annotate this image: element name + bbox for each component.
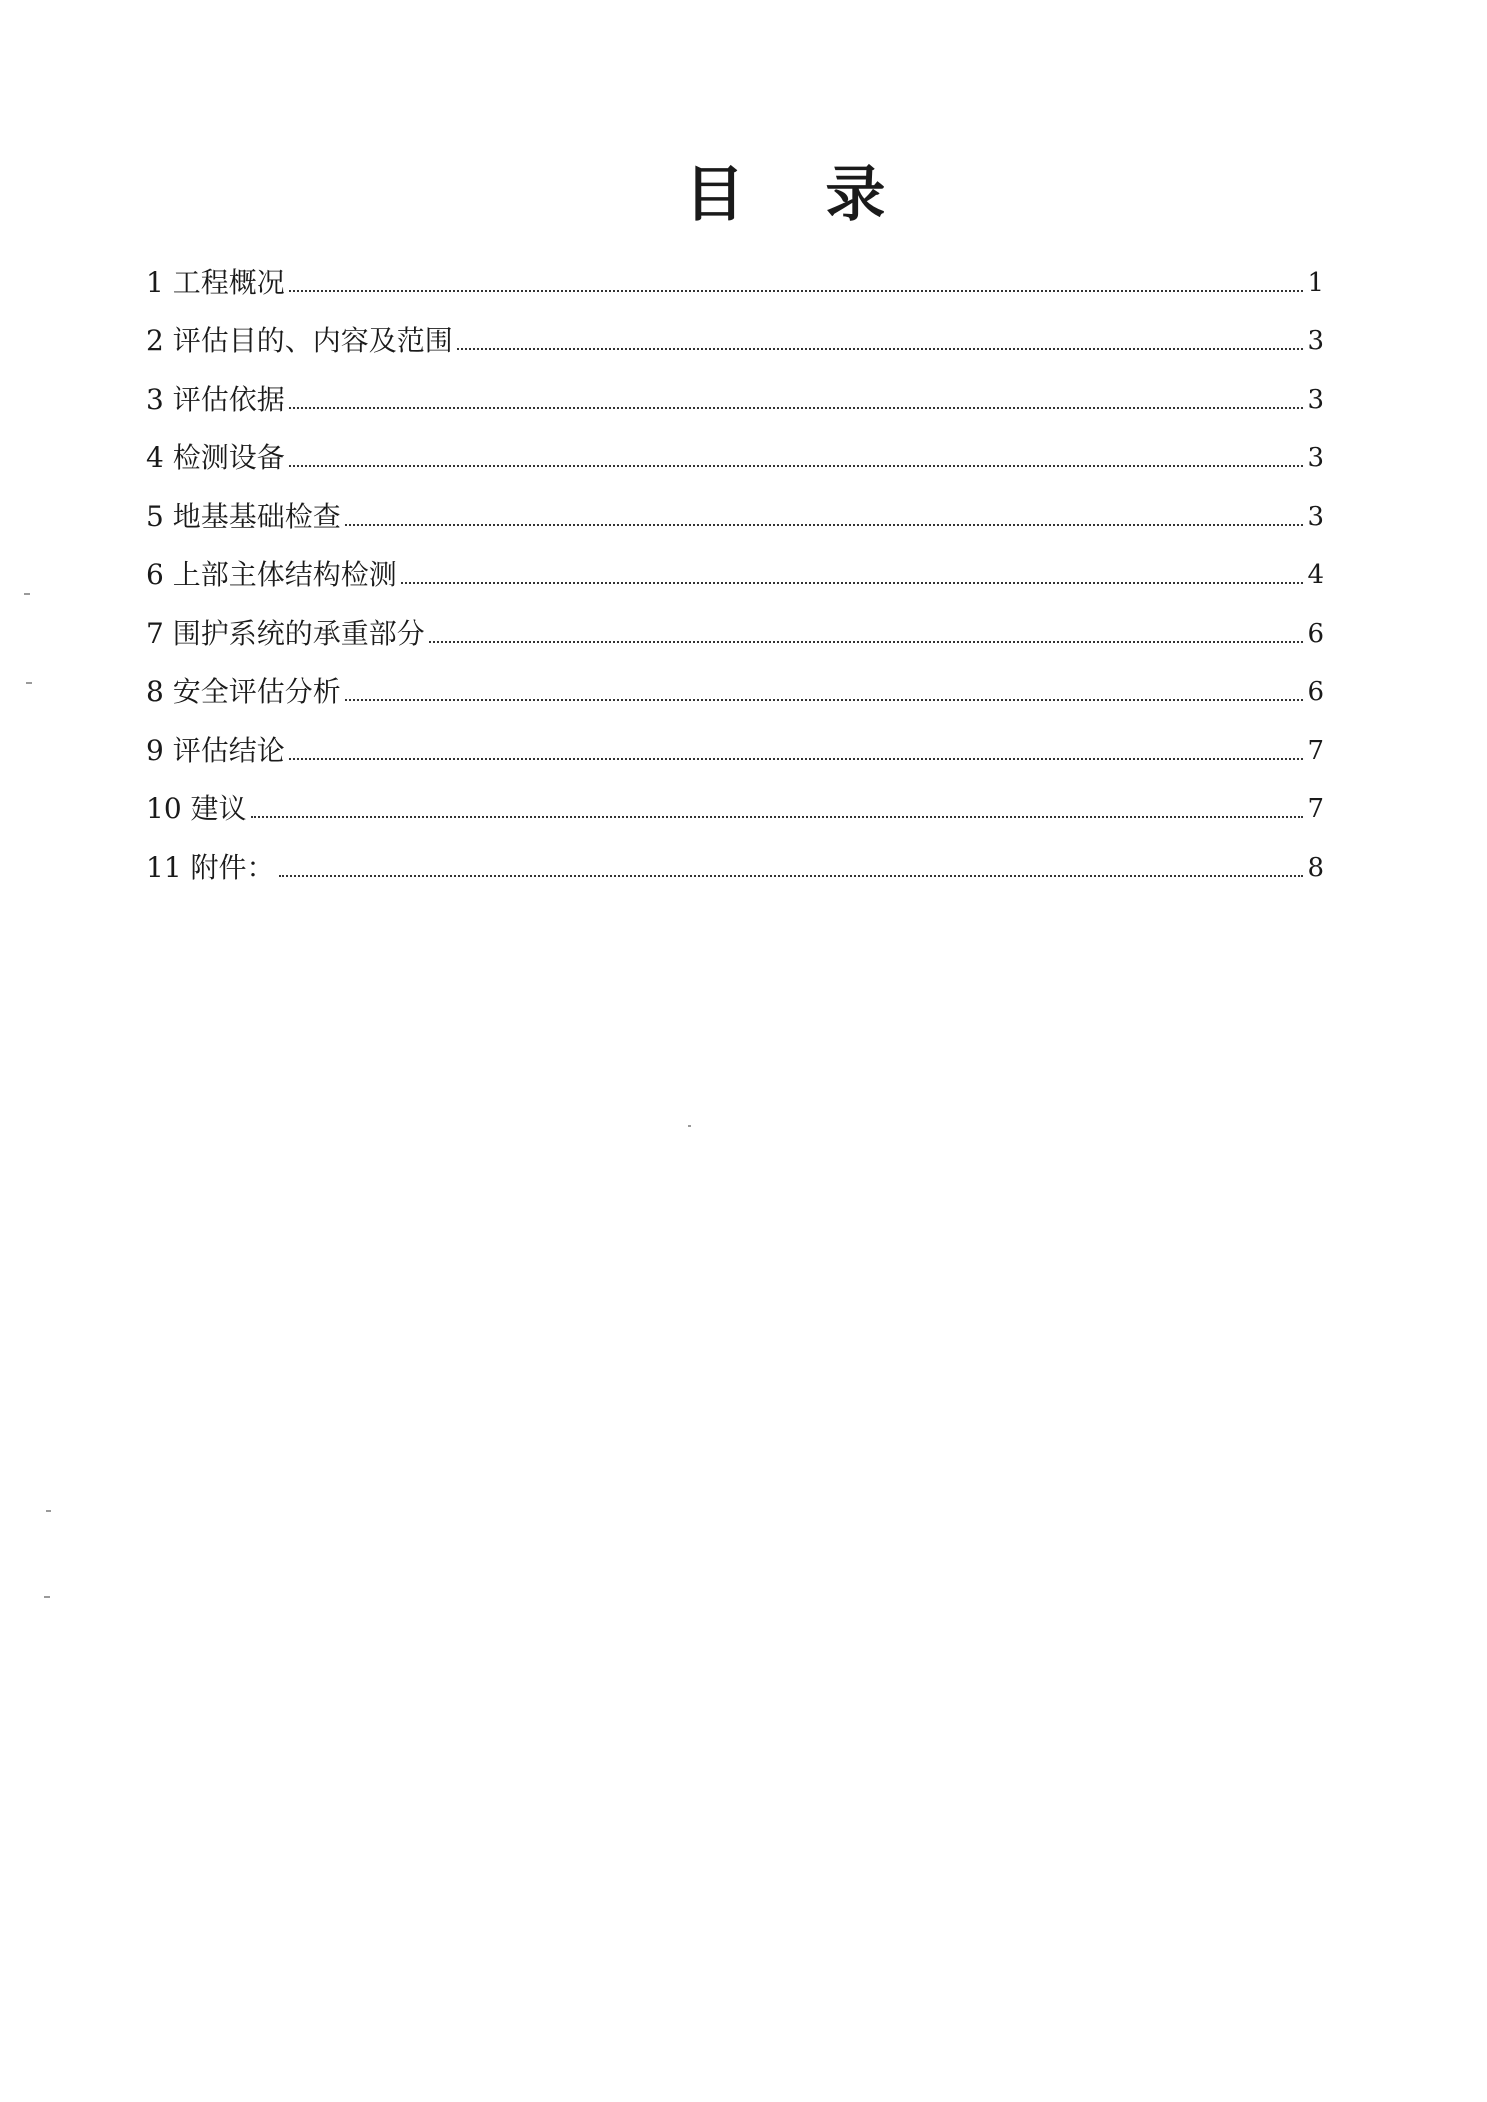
toc-dot-leader <box>429 641 1304 643</box>
toc-entry-label: 7 围护系统的承重部分 <box>146 616 425 650</box>
toc-entry-page: 6 <box>1307 618 1324 649</box>
toc-entry-label: 9 评估结论 <box>146 733 285 767</box>
toc-entry-2[interactable] <box>146 300 1324 359</box>
toc-entry-page: 3 <box>1307 384 1324 415</box>
toc-entry-label: 5 地基基础检查 <box>146 499 341 533</box>
toc-entry-label: 6 上部主体结构检测 <box>146 558 397 591</box>
toc-entry-3[interactable] <box>146 358 1324 417</box>
toc-entry-page: 6 <box>1307 677 1324 707</box>
toc-entry-label: 2 评估目的、内容及范围 <box>146 324 453 357</box>
toc-entry-label: 3 评估依据 <box>146 382 285 416</box>
toc-entry-1[interactable] <box>146 241 1324 300</box>
toc-entry-4[interactable] <box>146 417 1324 476</box>
toc-dot-leader <box>251 816 1304 818</box>
toc-dot-leader <box>289 758 1304 760</box>
toc-entry-label: 4 检测设备 <box>146 441 285 474</box>
toc-dot-leader <box>289 407 1304 409</box>
toc-entry-page: 3 <box>1307 443 1324 473</box>
toc-entry-8[interactable] <box>146 651 1324 710</box>
toc-entry-label: 1 工程概况 <box>146 265 285 299</box>
toc-entry-label: 10 建议 <box>146 792 247 825</box>
toc-entry-9[interactable] <box>146 709 1324 768</box>
toc-dot-leader <box>457 348 1304 350</box>
toc-entry-page: 8 <box>1307 852 1324 883</box>
toc-entry-label: 11 附件： <box>146 850 275 884</box>
scan-speck <box>688 1125 691 1127</box>
table-of-contents <box>146 241 1324 885</box>
toc-entry-label: 8 安全评估分析 <box>146 675 341 708</box>
toc-dot-leader <box>401 582 1304 584</box>
toc-entry-11[interactable] <box>146 826 1324 885</box>
scan-speck <box>46 1510 51 1512</box>
toc-entry-page: 4 <box>1307 560 1324 590</box>
page-title: 目 录 <box>684 160 916 230</box>
toc-dot-leader <box>345 699 1304 701</box>
toc-entry-page: 3 <box>1307 501 1324 532</box>
toc-entry-7[interactable] <box>146 592 1324 651</box>
toc-entry-page: 3 <box>1307 326 1324 356</box>
toc-entry-page: 1 <box>1307 267 1324 298</box>
toc-entry-page: 7 <box>1307 794 1324 824</box>
scan-speck <box>26 682 32 684</box>
toc-dot-leader <box>289 290 1304 292</box>
toc-dot-leader <box>345 524 1304 526</box>
toc-dot-leader <box>289 465 1304 467</box>
scan-speck <box>24 593 30 595</box>
toc-entry-5[interactable] <box>146 475 1324 534</box>
scan-speck <box>44 1596 50 1598</box>
toc-entry-page: 7 <box>1307 735 1324 766</box>
toc-entry-10[interactable] <box>146 768 1324 827</box>
toc-entry-6[interactable] <box>146 534 1324 593</box>
toc-dot-leader <box>279 875 1304 877</box>
